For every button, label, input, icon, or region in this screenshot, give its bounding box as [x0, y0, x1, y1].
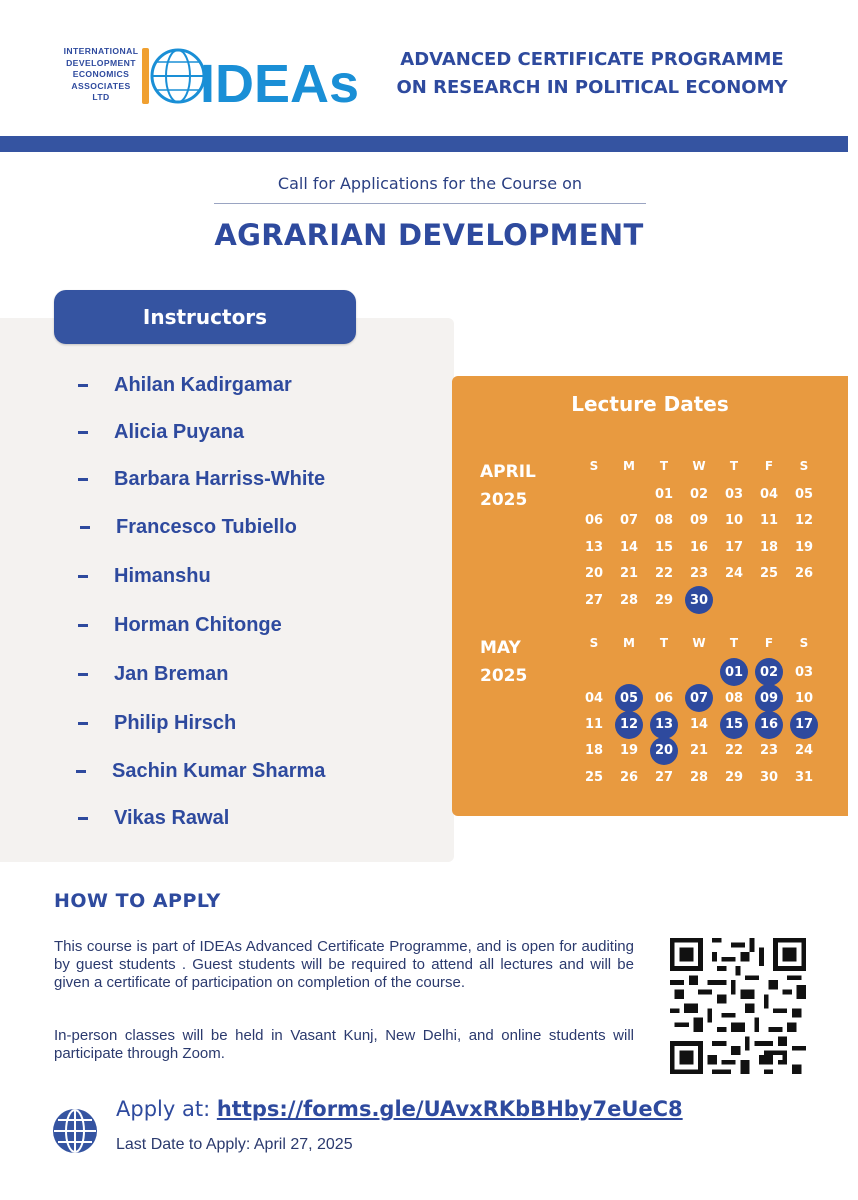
org-name-line: ASSOCIATES LTD	[71, 80, 131, 103]
calendar-day: 14	[619, 539, 639, 555]
instructor-name: Sachin Kumar Sharma	[112, 759, 326, 782]
lecture-dates-heading: Lecture Dates	[571, 392, 729, 416]
lecture-day: 07	[685, 684, 713, 712]
calendar-day: 16	[689, 539, 709, 555]
ideas-logo	[140, 40, 360, 114]
calendar-day: 18	[584, 743, 604, 759]
calendar-day: 19	[794, 539, 814, 555]
calendar-day: 27	[584, 592, 604, 608]
calendar-day: 01	[654, 486, 674, 502]
calendar-day: 28	[619, 592, 639, 608]
calendar-day: 31	[794, 769, 814, 785]
calendar-day: 23	[689, 566, 709, 581]
bullet-dash	[76, 770, 86, 773]
weekday-label: S	[799, 636, 809, 650]
header-divider-band	[0, 136, 848, 152]
calendar-day: 22	[724, 743, 744, 759]
instructor-item	[78, 707, 236, 739]
calendar-day: 11	[759, 513, 779, 528]
instructor-name: Ahilan Kadirgamar	[114, 373, 292, 396]
bullet-dash	[78, 817, 88, 820]
calendar-day: 06	[584, 513, 604, 528]
weekday-label: T	[659, 459, 669, 473]
calendar-day: 23	[759, 743, 779, 759]
instructor-name: Vikas Rawal	[114, 806, 230, 829]
calendar-day: 08	[654, 513, 674, 528]
bullet-dash	[78, 478, 88, 481]
lecture-day: 15	[720, 711, 748, 739]
lecture-day: 02	[755, 658, 783, 686]
weekday-label: W	[692, 636, 706, 650]
calendar-day: 10	[794, 690, 814, 706]
calendar-day: 20	[584, 566, 604, 581]
calendar-day: 27	[654, 769, 674, 785]
calendar-day: 29	[654, 592, 674, 608]
month-name: APRIL	[480, 462, 536, 482]
calendar-day: 18	[759, 539, 779, 555]
calendar-day: 26	[619, 769, 639, 785]
calendar-day: 28	[689, 769, 709, 785]
lecture-day: 09	[755, 684, 783, 712]
lecture-day: 13	[650, 711, 678, 739]
lecture-day: 01	[720, 658, 748, 686]
calendar-day: 26	[794, 566, 814, 581]
qr-code[interactable]	[668, 938, 808, 1074]
info-paragraph: This course is part of IDEAs Advanced Certificate Programme, and is open for auditing by guest students . Guest students will be required to attend all lectures and will be given a certificate of participation on completion of the course.	[54, 938, 634, 991]
weekday-label: S	[589, 636, 599, 650]
calendar-day: 29	[724, 769, 744, 785]
lecture-day: 16	[755, 711, 783, 739]
calendar-day: 02	[689, 486, 709, 502]
org-name-line: INTERNATIONAL	[63, 46, 139, 56]
globe-icon	[52, 1108, 98, 1158]
lecture-day: 30	[685, 586, 713, 614]
calendar-day: 04	[584, 690, 604, 706]
bullet-dash	[78, 384, 88, 387]
calendar-day: 15	[654, 539, 674, 555]
calendar-day: 25	[759, 566, 779, 581]
month-name: MAY	[480, 638, 521, 658]
instructor-name: Francesco Tubiello	[116, 515, 297, 538]
lecture-day: 17	[790, 711, 818, 739]
calendar-day: 10	[724, 513, 744, 528]
instructor-item	[76, 755, 325, 787]
instructor-item	[78, 802, 229, 834]
instructor-item	[78, 658, 229, 690]
org-name-line: DEVELOPMENT	[66, 57, 136, 68]
lecture-day: 12	[615, 711, 643, 739]
calendar-day: 04	[759, 486, 779, 502]
calendar-day: 14	[689, 717, 709, 733]
bullet-dash	[78, 624, 88, 627]
calendar-day: 05	[794, 486, 814, 502]
apply-line	[116, 1097, 683, 1121]
calendar-day: 12	[794, 513, 814, 528]
qr-code-graphic	[668, 938, 808, 1074]
calendar-day: 03	[724, 486, 744, 502]
instructor-item	[78, 609, 282, 641]
call-subtitle: Call for Applications for the Course on	[214, 174, 646, 204]
month-year: 2025	[480, 490, 528, 510]
org-name-line: ECONOMICS	[72, 69, 130, 80]
instructor-name: Horman Chitonge	[114, 613, 282, 636]
calendar-day: 24	[724, 566, 744, 581]
bullet-dash	[80, 526, 90, 529]
programme-line: ON RESEARCH IN POLITICAL ECONOMY	[396, 77, 788, 98]
calendar-day: 08	[724, 690, 744, 706]
calendar-day: 09	[689, 513, 709, 528]
weekday-label: S	[799, 459, 809, 473]
lecture-day: 20	[650, 737, 678, 765]
logo-text: IDEAs	[200, 54, 360, 114]
calendar-day: 24	[794, 743, 814, 759]
calendar-day: 06	[654, 690, 674, 706]
bullet-dash	[78, 431, 88, 434]
weekday-label: M	[623, 636, 635, 650]
calendar-day: 21	[619, 566, 639, 581]
calendar-day: 11	[584, 717, 604, 733]
calendar-day: 21	[689, 743, 709, 759]
apply-label: Apply at:	[116, 1097, 211, 1121]
weekday-label: M	[623, 459, 635, 473]
calendar-day: 13	[584, 539, 604, 555]
bullet-dash	[78, 673, 88, 676]
weekday-label: F	[764, 636, 774, 650]
instructor-name: Philip Hirsch	[114, 711, 237, 734]
weekday-label: T	[729, 459, 739, 473]
lecture-day: 05	[615, 684, 643, 712]
how-to-apply-heading: HOW TO APPLY	[54, 890, 221, 912]
instructor-name: Barbara Harriss-White	[114, 467, 326, 490]
course-title: AGRARIAN DEVELOPMENT	[214, 218, 644, 252]
calendar-day: 19	[619, 743, 639, 759]
weekday-label: S	[589, 459, 599, 473]
ideas-logo-graphic	[140, 40, 360, 114]
application-form-link[interactable]: https://forms.gle/UAvxRKbBHby7eUeC8	[216, 1097, 683, 1121]
org-name	[62, 46, 140, 104]
month-year: 2025	[480, 666, 528, 686]
instructor-item	[78, 416, 244, 448]
instructors-heading: Instructors	[54, 290, 356, 344]
calendar-day: 22	[654, 566, 674, 581]
instructor-item	[80, 511, 297, 543]
calendar-day: 03	[794, 664, 814, 680]
info-paragraph: In-person classes will be held in Vasant Kunj, New Delhi, and online students will participate through Zoom.	[54, 1027, 634, 1062]
weekday-label: T	[729, 636, 739, 650]
lecture-dates-panel	[452, 376, 848, 816]
bullet-dash	[78, 722, 88, 725]
calendar-day: 25	[584, 769, 604, 785]
weekday-label: W	[692, 459, 706, 473]
instructor-name: Himanshu	[114, 564, 211, 587]
calendar-day: 17	[724, 539, 744, 555]
instructor-item	[78, 463, 325, 495]
calendar-day: 07	[619, 513, 639, 528]
programme-line: ADVANCED CERTIFICATE PROGRAMME	[400, 49, 784, 70]
instructor-name: Alicia Puyana	[114, 420, 245, 443]
bullet-dash	[78, 575, 88, 578]
weekday-label: F	[764, 459, 774, 473]
instructor-item	[78, 369, 292, 401]
instructor-name: Jan Breman	[114, 662, 229, 685]
programme-title	[372, 46, 812, 102]
weekday-label: T	[659, 636, 669, 650]
application-deadline: Last Date to Apply: April 27, 2025	[116, 1136, 353, 1153]
instructor-item	[78, 560, 211, 592]
calendar-day: 30	[759, 769, 779, 785]
